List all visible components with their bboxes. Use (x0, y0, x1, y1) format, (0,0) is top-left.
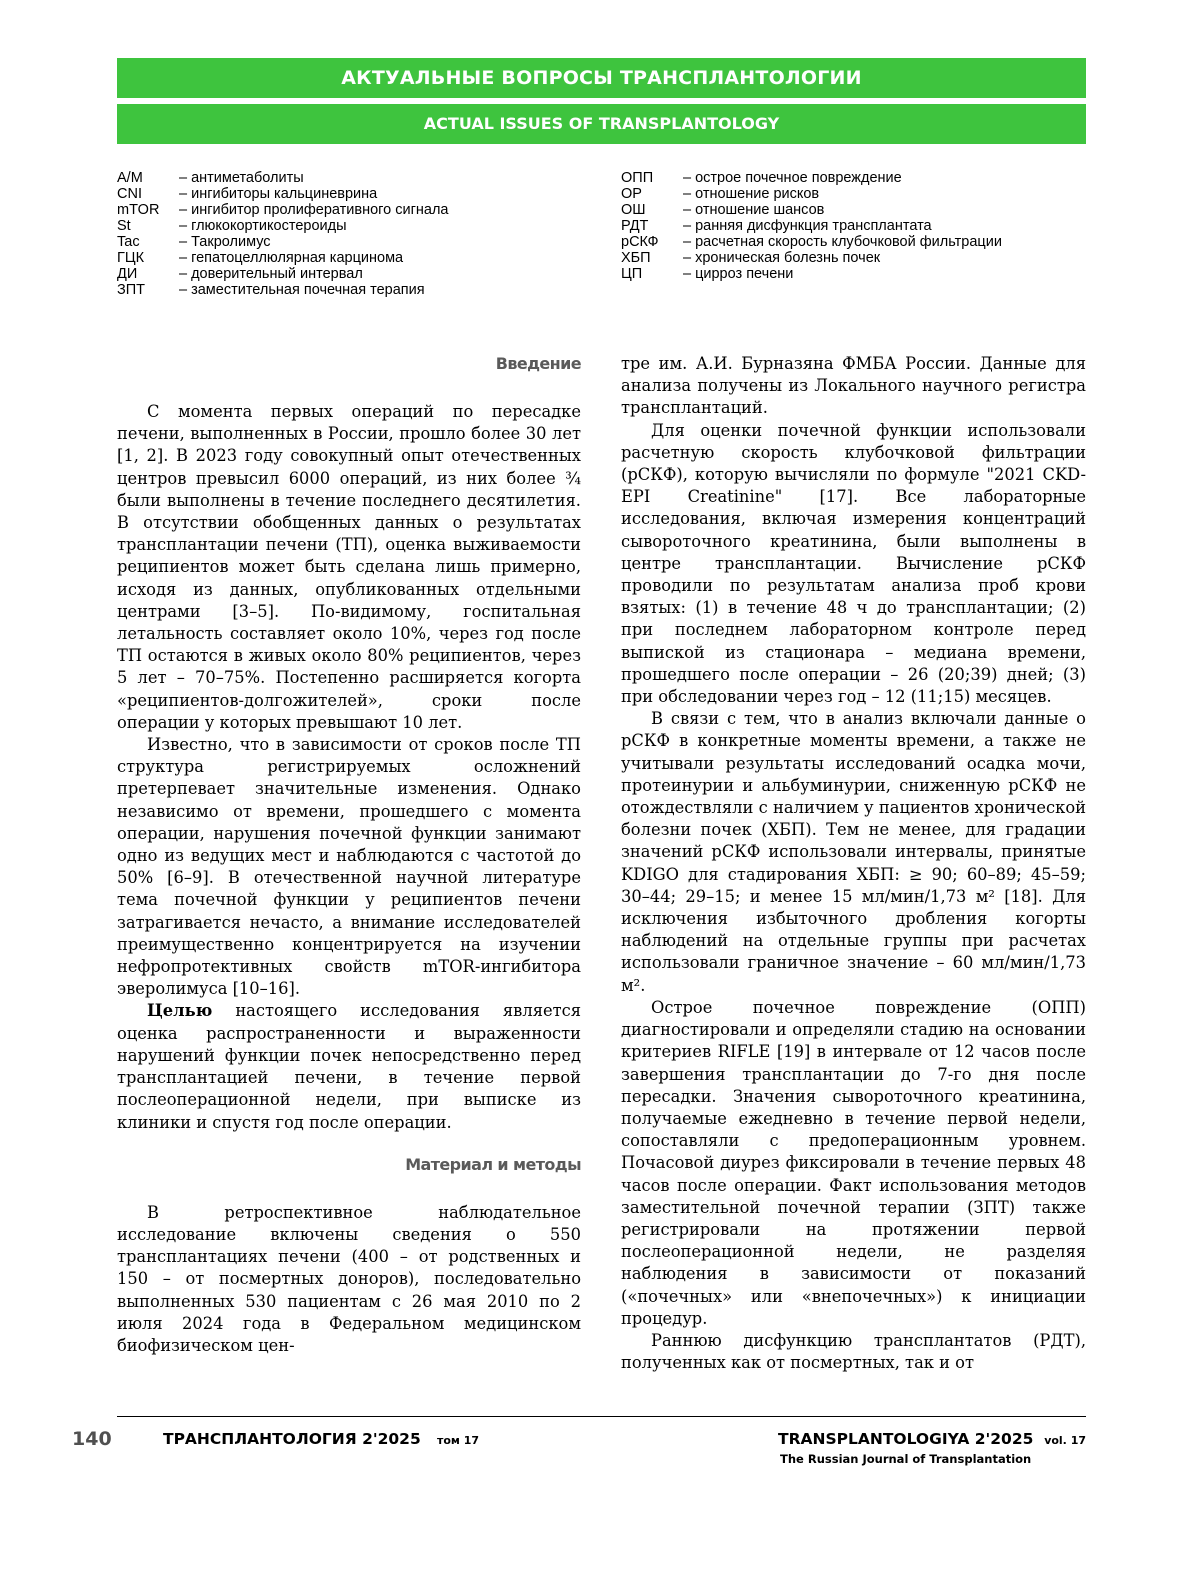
abbreviation-value: – доверительный интервал (179, 266, 363, 282)
abbreviation-value: – хроническая болезнь почек (683, 250, 881, 266)
abbreviation-item (117, 170, 587, 186)
paragraph-intro-2: Известно, что в зависимости от сроков после ТП структура регистрируемых осложнений претерпевает значительные изменения. Однако независимо от времени, прошедшего с момента операции, нарушения почечной функции занимают одно из ведущих мест и наблюдаются с частотой до 50% [6–9]. В отечественной научной литературе тема почечной функции у реципиентов печени затрагивается нечасто, а внимание исследователей преимущественно концентрируется на изучении нефропротективных свойств mTOR-ингибитора эверолимуса [10–16]. (117, 735, 581, 999)
heading-methods: Материал и методы (405, 1154, 581, 1174)
abbreviation-key: A/M (117, 170, 143, 186)
abbreviation-item (117, 266, 587, 282)
journal-subtitle: The Russian Journal of Transplantation (780, 1452, 1032, 1466)
abbreviation-value: – острое почечное повреждение (683, 170, 902, 186)
abbreviation-item (117, 250, 587, 266)
abbreviation-key: St (117, 218, 131, 234)
abbreviation-key: ОШ (621, 202, 646, 218)
abbreviation-value: – ингибиторы кальциневрина (179, 186, 378, 202)
abbreviation-value: – расчетная скорость клубочковой фильтрации (683, 234, 1002, 250)
journal-title-ru (163, 1430, 479, 1448)
right-column (621, 353, 1086, 1374)
abbreviation-key: CNI (117, 186, 142, 202)
aim-bold-word: Целью (147, 1001, 213, 1021)
abbreviation-item (621, 186, 1086, 202)
paragraph-methods-4: Острое почечное повреждение (ОПП) диагностировали и определяли стадию на основании критериев RIFLE [19] в интервале от 12 часов после завершения трансплантации до 7-го дня после пересадки. Значения сывороточного креатинина, получаемые ежедневно в течение первой недели, сопоставляли с предоперационным уровнем. Почасовой диурез фиксировали в течение первых 48 часов после операции. Факт использования методов заместительной почечной терапии (ЗПТ) также регистрировали на протяжении первой послеоперационной недели, не разделяя наблюдения в зависимости от показаний («почечных» или «внепочечных») к инициации процедур. (621, 997, 1086, 1328)
abbreviation-value: – заместительная почечная терапия (179, 282, 425, 298)
abbreviation-item (117, 218, 587, 234)
abbreviation-value: – отношение рисков (683, 186, 820, 202)
abbreviation-key: mTOR (117, 202, 160, 218)
volume-en: vol. 17 (1044, 1434, 1087, 1447)
abbreviation-key: ХБП (621, 250, 651, 266)
journal-name-ru: ТРАНСПЛАНТОЛОГИЯ 2'2025 (163, 1430, 421, 1448)
section-banner-en: ACTUAL ISSUES OF TRANSPLANTOLOGY (117, 104, 1086, 144)
abbreviation-key: ЦП (621, 266, 643, 282)
abbreviation-value: – ранняя дисфункция трансплантата (683, 218, 932, 234)
paragraph-methods-5: Раннюю дисфункцию трансплантатов (РДТ), полученных как от посмертных, так и от (621, 1330, 1086, 1373)
heading-introduction: Введение (495, 354, 581, 373)
abbreviation-key: ОР (621, 186, 642, 202)
paragraph-intro-1: С момента первых операций по пересадке печени, выполненных в России, прошло более 30 лет [1, 2]. В 2023 году совокупный опыт отечественных центров превысил 6000 операций, из них более ¾ были выполнены в течение последнего десятилетия. В отсутствии обобщенных данных о результатах трансплантации печени (ТП), оценка выживаемости реципиентов может быть сделана лишь примерно, исходя из данных, опубликованных отдельными центрами [3–5]. По-видимому, госпитальная летальность составляет около 10%, через год после ТП остаются в живых около 80% реципиентов, через 5 лет – 70–75%. Постепенно расширяется когорта «реципиентов-долгожителей», сроки после операции у которых превышают 10 лет. (117, 402, 581, 732)
abbreviation-key: ДИ (117, 266, 138, 282)
abbreviation-key: Tac (117, 234, 140, 250)
paragraph-aim (117, 1000, 581, 1133)
aim-text: настоящего исследования является оценка распространенности и выраженности нарушений функции почек непосредственно перед трансплантацией печени, в течение первой послеоперационной недели, при выписке из клиники и спустя год после операции. (117, 1001, 581, 1132)
footer-divider (117, 1416, 1086, 1417)
abbreviations-right (621, 170, 1086, 282)
abbreviation-key: ОПП (621, 170, 654, 186)
section-banner-ru: АКТУАЛЬНЫЕ ВОПРОСЫ ТРАНСПЛАНТОЛОГИИ (117, 58, 1086, 98)
abbreviation-item (621, 250, 1086, 266)
abbreviation-value: – антиметаболиты (179, 170, 304, 186)
abbreviation-item (621, 202, 1086, 218)
volume-ru: том 17 (436, 1434, 480, 1447)
journal-name-en: TRANSPLANTOLOGIYA 2'2025 (778, 1430, 1034, 1448)
abbreviation-value: – Такролимус (179, 234, 271, 250)
abbreviation-item (117, 202, 587, 218)
abbreviation-item (621, 218, 1086, 234)
abbreviation-key: рСКФ (621, 234, 659, 250)
abbreviation-item (117, 234, 587, 250)
abbreviation-item (117, 282, 587, 298)
abbreviation-key: РДТ (621, 218, 649, 234)
abbreviations-left (117, 170, 587, 298)
abbreviation-value: – гепатоцеллюлярная карцинома (179, 250, 404, 266)
page-number: 140 (72, 1428, 112, 1450)
paragraph-methods-1: В ретроспективное наблюдательное исследование включены сведения о 550 трансплантациях печени (400 – от родственных и 150 – от посмертных доноров), последовательно выполненных 530 пациентам с 26 мая 2010 по 2 июля 2024 года в Федеральном медицинском биофизическом цен- (117, 1202, 581, 1355)
abbreviation-value: – ингибитор пролиферативного сигнала (179, 202, 449, 218)
paragraph-methods-2: Для оценки почечной функции использовали расчетную скорость клубочковой фильтрации (рСКФ), которую вычисляли по формуле "2021 CKD-EPI Creatinine" [17]. Все лабораторные исследования, включая измерения концентраций сывороточного креатинина, были выполнены в центре трансплантации. Вычисление рСКФ проводили по результатам анализа проб крови взятых: (1) в течение 48 ч до трансплантации; (2) при последнем лабораторном контроле перед выпиской из стационара – медиана времени, прошедшего после операции – 26 (20;39) дней; (3) при обследовании через год – 12 (11;15) месяцев. (621, 420, 1086, 707)
abbreviation-item (621, 234, 1086, 250)
abbreviation-value: – глюкокортикостероиды (179, 218, 347, 234)
abbreviation-value: – цирроз печени (683, 266, 794, 282)
abbreviation-item (621, 170, 1086, 186)
journal-title-en (778, 1430, 1086, 1448)
abbreviation-key: ГЦК (117, 250, 145, 266)
abbreviation-value: – отношение шансов (683, 202, 825, 218)
left-column (117, 353, 581, 1357)
abbreviation-key: ЗПТ (117, 282, 146, 298)
paragraph-methods-3: В связи с тем, что в анализ включали данные о рСКФ в конкретные моменты времени, а также не учитывали результаты исследований осадка мочи, протеинурии и альбуминурии, сниженную рСКФ не отождествляли с наличием у пациентов хронической болезни почек (ХБП). Тем не менее, для градации значений рСКФ использовали интервалы, принятые KDIGO для стадирования ХБП: ≥ 90; 60–89; 45–59; 30–44; 29–15; и менее 15 мл/мин/1,73 м² [18]. Для исключения избыточного дробления когорты наблюдений на отдельные группы при расчетах использовали граничное значение – 60 мл/мин/1,73 м². (621, 709, 1086, 995)
paragraph-methods-continued: тре им. А.И. Бурназяна ФМБА России. Данные для анализа получены из Локального научного регистра трансплантаций. (621, 354, 1086, 418)
abbreviation-item (621, 266, 1086, 282)
abbreviation-item (117, 186, 587, 202)
